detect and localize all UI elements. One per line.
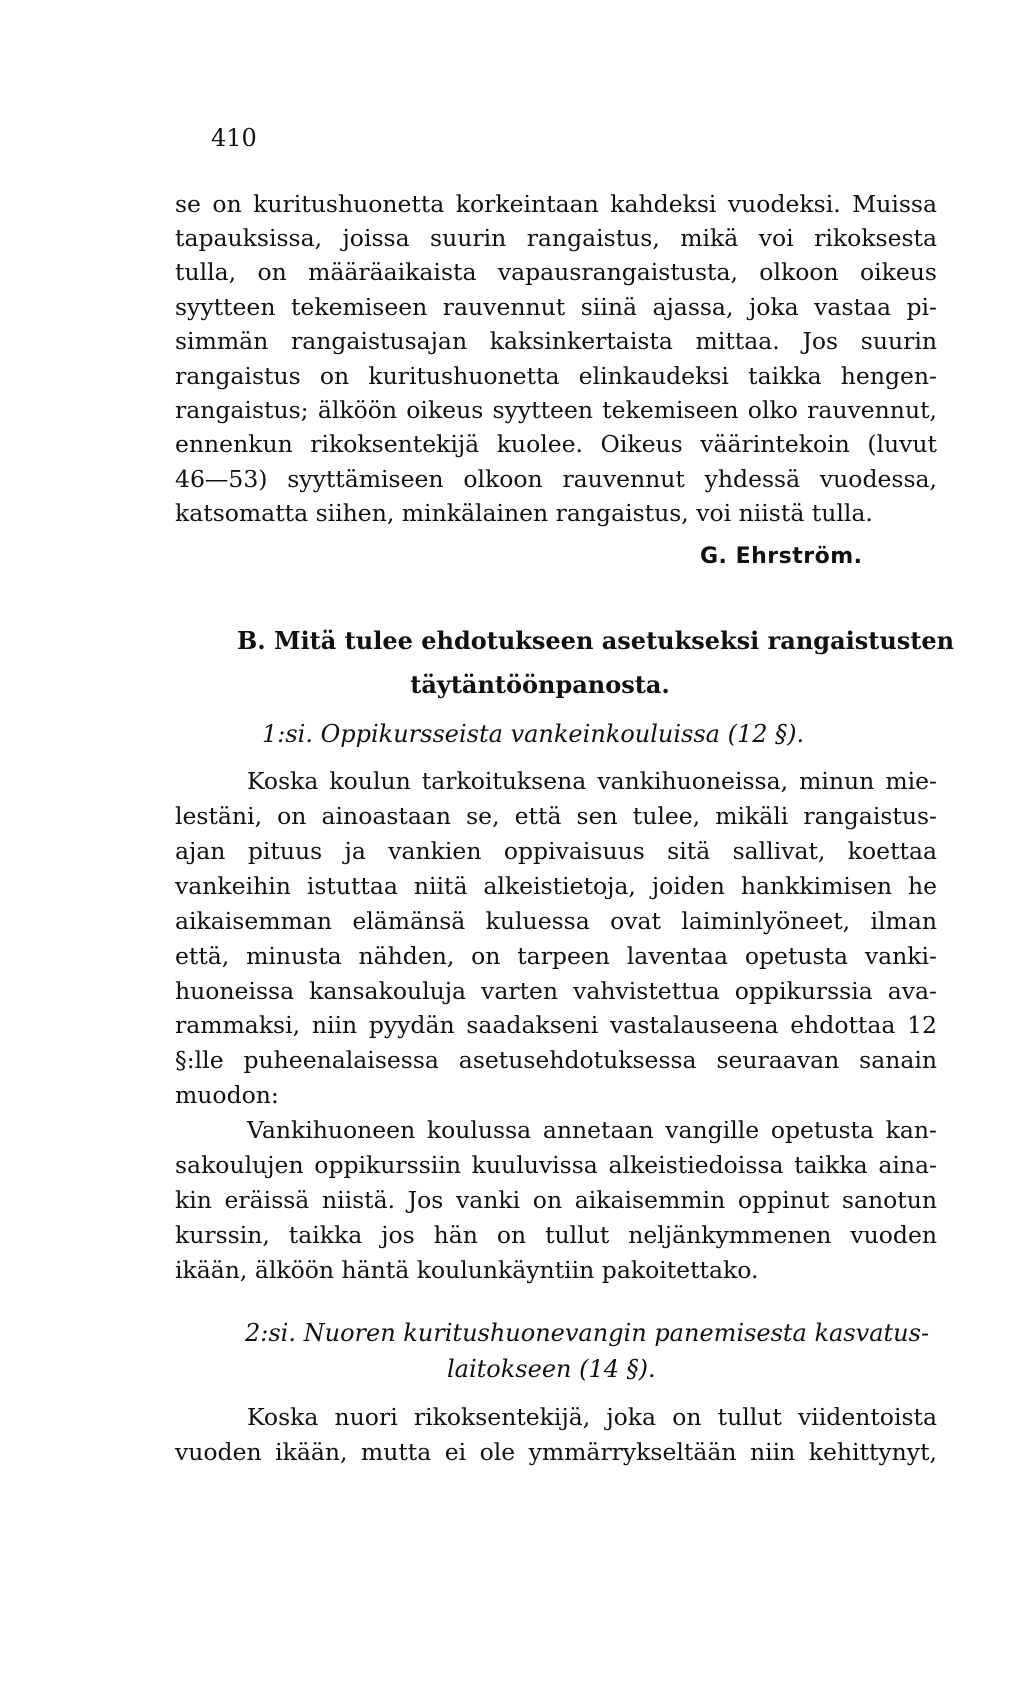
text-line: tapauksissa, joissa suurin rangaistus, mikä voi rikoksesta: [175, 224, 937, 252]
text-line: Koska nuori rikoksentekijä, joka on tullut viidentoista: [247, 1403, 937, 1431]
subsection-heading: 2:si. Nuoren kuritushuonevangin panemisesta kasvatus-: [245, 1319, 930, 1347]
text-line: muodon:: [175, 1081, 279, 1109]
text-line: 46—53) syyttämiseen olkoon rauvennut yhdessä vuodessa,: [175, 465, 937, 493]
text-line: rangaistus; älköön oikeus syytteen tekemiseen olko rauvennut,: [175, 396, 937, 424]
text-line: Vankihuoneen koulussa annetaan vangille opetusta kan-: [247, 1116, 937, 1144]
text-line: se on kuritushuonetta korkeintaan kahdeksi vuodeksi. Muissa: [175, 190, 937, 218]
text-line: vankeihin istuttaa niitä alkeistietoja, joiden hankkimisen he: [175, 872, 937, 900]
text-line: ajan pituus ja vankien oppivaisuus sitä sallivat, koettaa: [175, 837, 937, 865]
text-line: kurssin, taikka jos hän on tullut neljänkymmenen vuoden: [175, 1221, 937, 1249]
text-line: tulla, on määräaikaista vapausrangaistusta, olkoon oikeus: [175, 258, 937, 286]
text-line: ennenkun rikoksentekijä kuolee. Oikeus väärintekoin (luvut: [175, 430, 937, 458]
page-number: 410: [211, 124, 257, 152]
signature: G. Ehrström.: [700, 544, 863, 569]
subsection-heading: 1:si. Oppikursseista vankeinkouluissa (12 §).: [262, 720, 805, 748]
text-line: lestäni, on ainoastaan se, että sen tulee, mikäli rangaistus-: [175, 802, 937, 830]
text-line: huoneissa kansakouluja varten vahvistettua oppikurssia ava-: [175, 977, 937, 1005]
text-line: rammaksi, niin pyydän saadakseni vastalauseena ehdottaa 12: [175, 1011, 937, 1039]
text-line: §:lle puheenalaisessa asetusehdotuksessa seuraavan sanain: [175, 1046, 937, 1074]
text-line: rangaistus on kuritushuonetta elinkaudeksi taikka hengen-: [175, 362, 937, 390]
text-line: Koska koulun tarkoituksena vankihuoneissa, minun mie-: [247, 767, 937, 795]
text-line: sakoulujen oppikurssiin kuuluvissa alkeistiedoissa taikka aina-: [175, 1151, 937, 1179]
section-heading: B. Mitä tulee ehdotukseen asetukseksi rangaistusten: [237, 626, 955, 655]
text-line: katsomatta siihen, minkälainen rangaistus, voi niistä tulla.: [175, 499, 873, 527]
text-line: aikaisemman elämänsä kuluessa ovat laiminlyöneet, ilman: [175, 907, 937, 935]
text-line: että, minusta nähden, on tarpeen laventaa opetusta vanki-: [175, 942, 937, 970]
section-heading-continued: täytäntöönpanosta.: [410, 670, 670, 699]
text-line: kin eräissä niistä. Jos vanki on aikaisemmin oppinut sanotun: [175, 1186, 937, 1214]
text-line: syytteen tekemiseen rauvennut siinä ajassa, joka vastaa pi-: [175, 293, 937, 321]
subsection-heading-continued: laitokseen (14 §).: [447, 1355, 656, 1383]
text-line: vuoden ikään, mutta ei ole ymmärrykseltään niin kehittynyt,: [175, 1438, 937, 1466]
text-line: simmän rangaistusajan kaksinkertaista mittaa. Jos suurin: [175, 327, 937, 355]
text-line: ikään, älköön häntä koulunkäyntiin pakoitettako.: [175, 1256, 759, 1284]
